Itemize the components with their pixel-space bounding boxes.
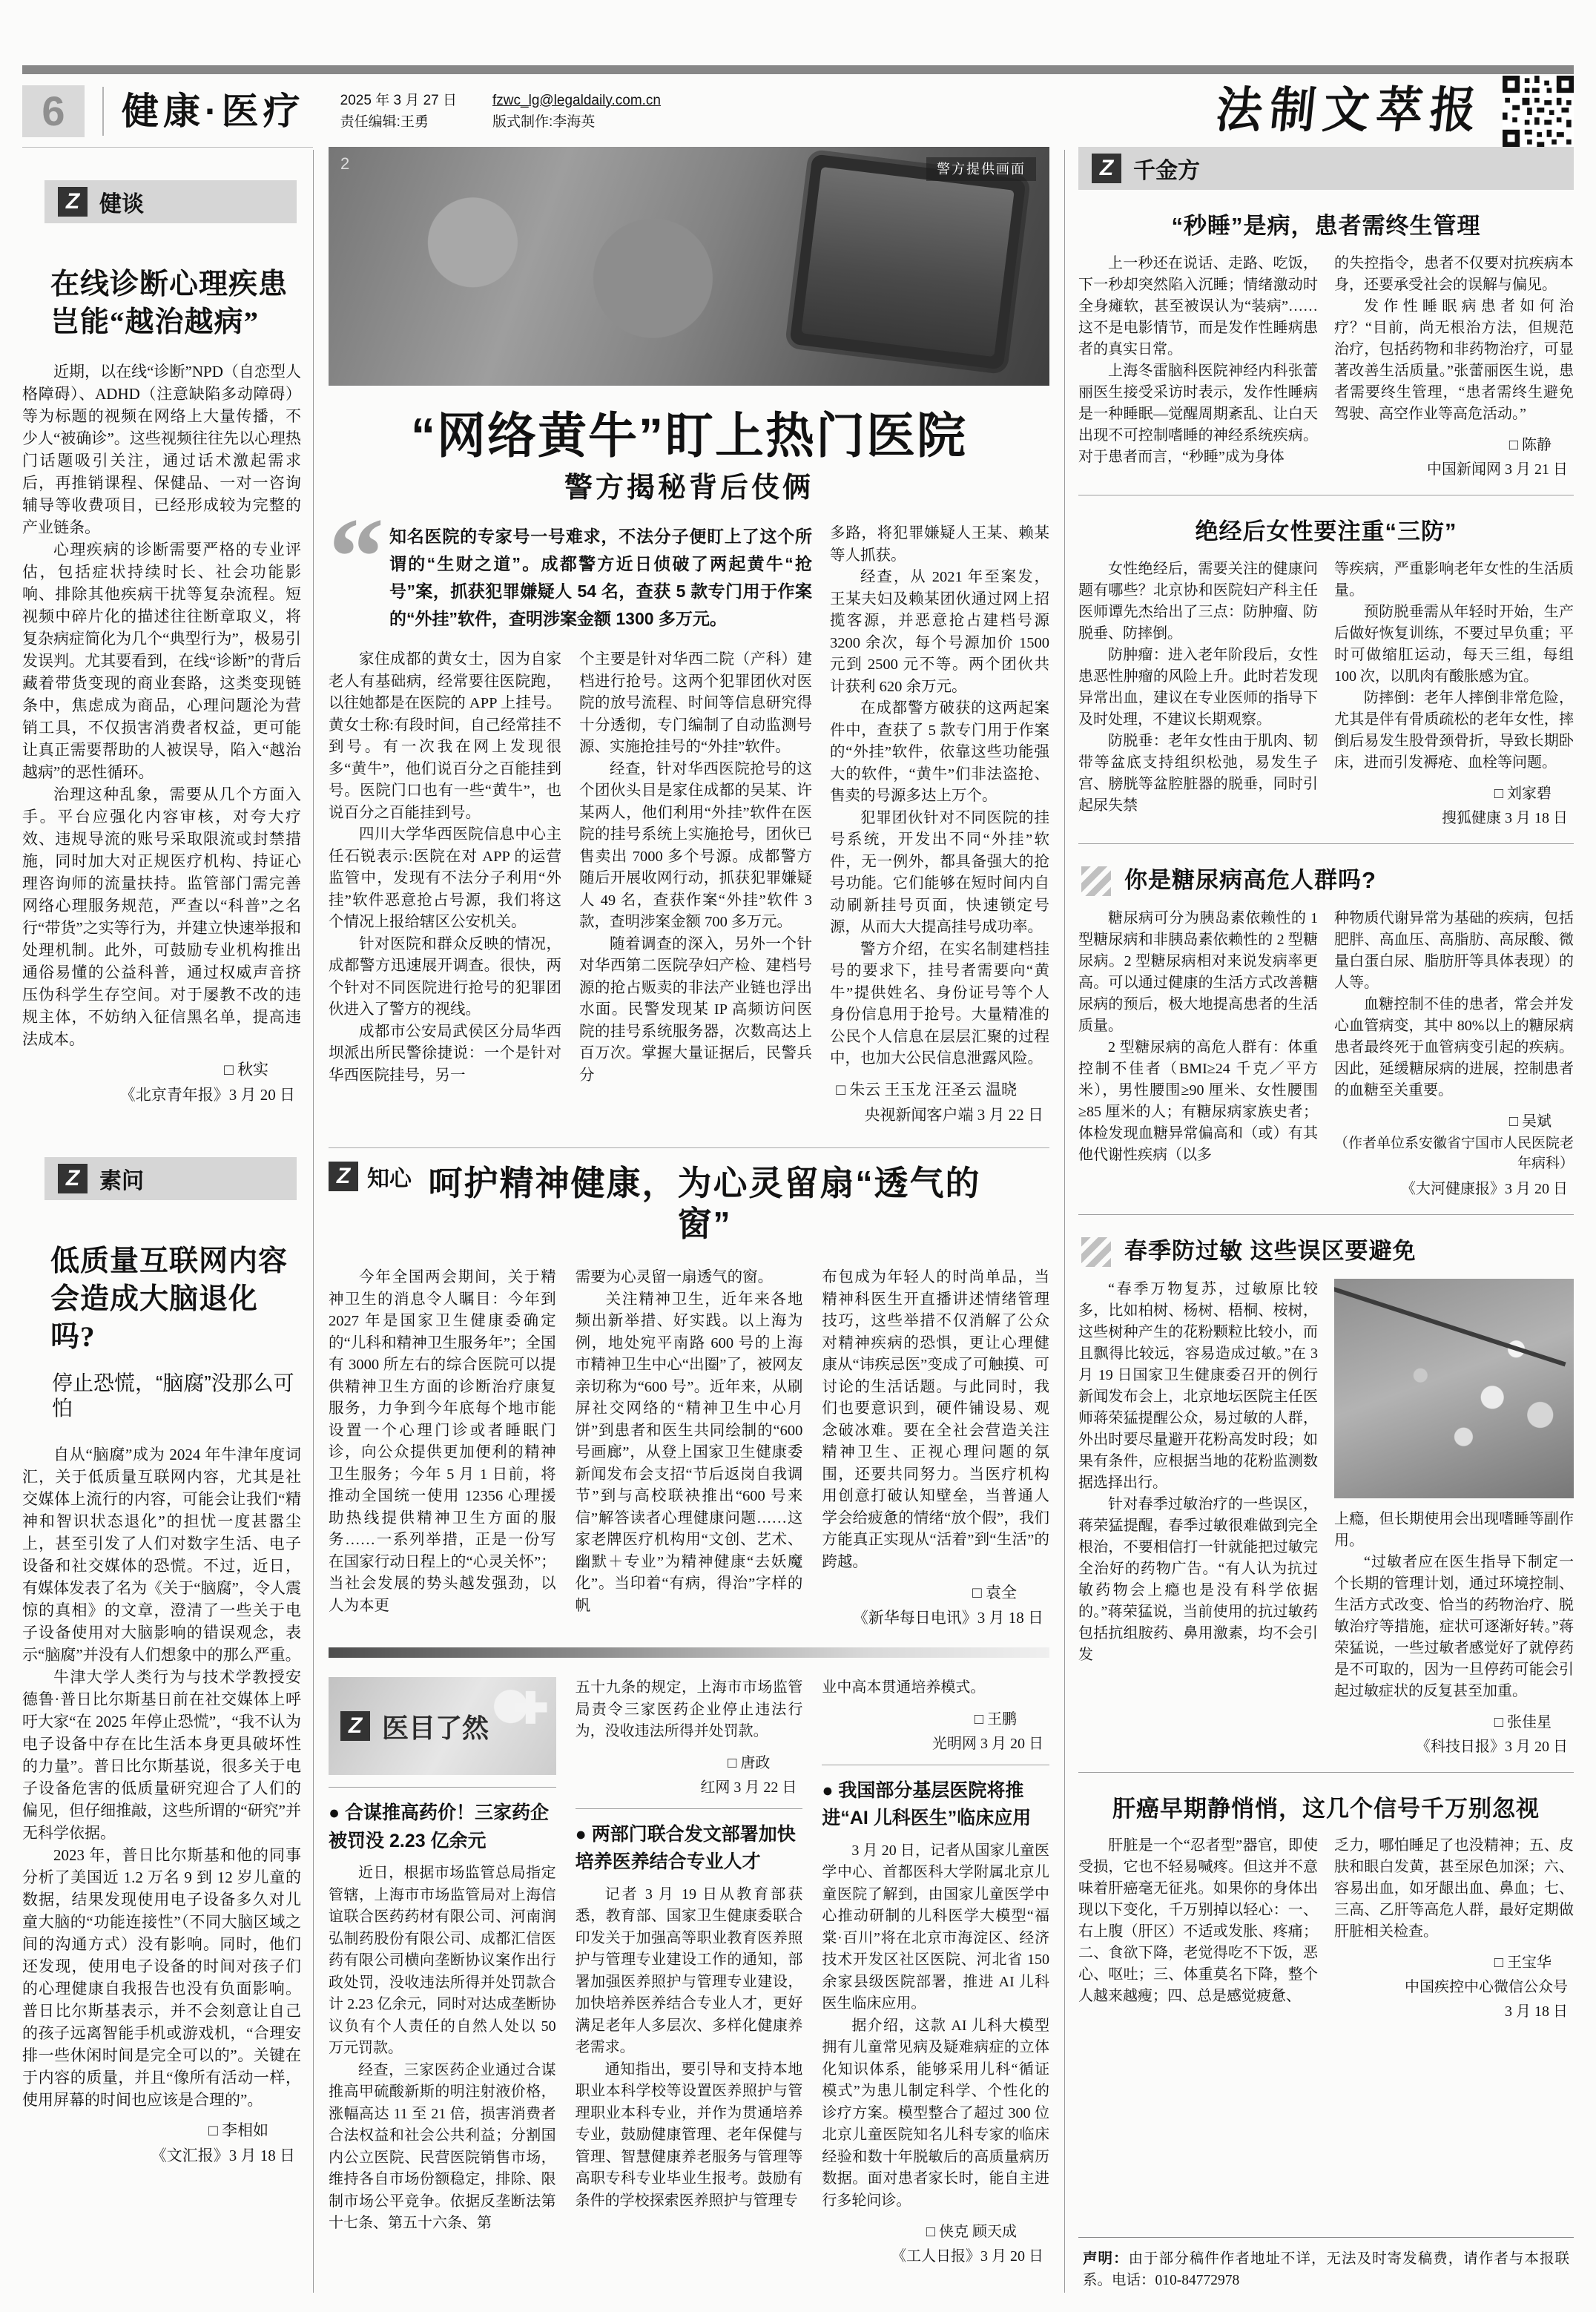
yimu-column-2 <box>576 1677 803 2265</box>
byline: □ 朱云 王玉龙 汪圣云 温晓 <box>836 1080 1017 1099</box>
paragraph: 上海冬雷脑科医院神经内科张蕾丽医生接受采访时表示，发作性睡病是一种睡眠—觉醒周期紊乱、让白天出现不可控制嗜睡的神经系统疾病。对于患者而言，“秒睡”成为身体 <box>1078 362 1318 465</box>
paragraph: 肝脏是一个“忍者型”器官，即使受损，它也不轻易喊疼。但这并不意味着肝癌毫无征兆。如果你的身体出现以下变化，千万别掉以轻心：一、右上腹（肝区）不适或发胀、疼痛；二、食欲下降，老觉得吃不下饭，恶心、呕吐；三、体重莫名下降，整个人越来越瘦；四、总是感觉疲惫、 <box>1078 1837 1318 2005</box>
paragraph: 自从“脑腐”成为 2024 年牛津年度词汇，关于低质量互联网内容，尤其是社交媒体上流行的内容，可能会让我们“精神和智识状态退化”的担忧一度甚嚣尘上，甚至引发了人们对数字生活、电子设备和社交媒体的恐慌。不过，近日，有媒体发表了名为《关于“脑腐”，令人震惊的真相》的文章，澄清了一些关于电子设备使用对大脑影响的错误观念，表示“脑腐”并没有人们想象中的那么严重。 <box>22 1445 301 1664</box>
paragraph: 上瘾，但长期使用会出现嗜睡等副作用。 <box>1334 1510 1574 1549</box>
article-title: 你是糖尿病高危人群吗? <box>1081 866 1574 896</box>
article-divider <box>1078 843 1574 844</box>
article-juejing <box>1078 500 1574 844</box>
z-logo-icon: Z <box>340 1711 370 1741</box>
lead-block <box>329 495 812 633</box>
news-brief-title: ● 我国部分基层医院将推进“AI 儿科医生”临床应用 <box>822 1765 1049 1833</box>
article-title: “秒睡”是病，患者需终生管理 <box>1171 213 1481 239</box>
phone-screen-overlay <box>789 154 1026 369</box>
article-body <box>22 1443 301 2111</box>
section-label-text: 千金方 <box>1133 159 1200 183</box>
paragraph: 等疾病，严重影响老年女性的生活质量。 <box>1334 560 1574 599</box>
paragraph: 个主要是针对华西二院（产科）建档进行抢号。这两个犯罪团伙对医院的放号流程、时间等信息研究得十分透彻，专门编制了自动监测号源、实施抢挂号的“外挂”软件。 <box>579 651 812 756</box>
z-logo-icon: Z <box>58 187 88 217</box>
source-credit: 《科技日报》3 月 20 日 <box>1416 1738 1568 1755</box>
paragraph: 在成都警方破获的这两起案件中，查获了 5 款专门用于作案的“外挂”软件，依靠这些功能强大的软件，“黄牛”们非法盗抢、售卖的号源多达上万个。 <box>830 700 1049 805</box>
news-brief-title: ● 合谋推高药价！三家药企被罚没 2.23 亿余元 <box>329 1787 556 1855</box>
paragraph: 近日，根据市场监管总局指定管辖，上海市市场监管局对上海信谊联合医药药材有限公司、河南润弘制药股份有限公司、成都汇信医药有限公司横向垄断协议案作出行政处罚，没收违法所得并处罚款合计 2.23 亿余元，同时对达成垄断协议负有个人责任的自然人处以 50 万元罚款。 <box>329 1865 556 2057</box>
main-column-1 <box>329 649 561 1087</box>
paragraph: 针对医院和群众反映的情况，成都警方迅速展开调查。很快，两个针对不同医院进行抢号的犯罪团伙进入了警方的视线。 <box>329 935 561 1018</box>
main-article-left <box>329 495 812 1125</box>
section-label-suwen <box>44 1157 297 1200</box>
lead-text: 知名医院的专家号一号难求，不法分子便盯上了这个所谓的“生财之道”。成都警方近日侦破了两起黄牛“抢号”案，抓获犯罪嫌疑人 54 名，查获 5 款专门用于作案的“外挂”软件，查明涉案金额 1300 多万元。 <box>389 527 812 629</box>
paragraph: 需要为心灵留一扇透气的窗。 <box>575 1269 774 1286</box>
source-credit: 红网 3 月 22 日 <box>700 1779 797 1796</box>
newspaper-masthead: 法制文萃报 <box>1213 84 1486 139</box>
article-column-2 <box>1334 1835 1574 2020</box>
article-column-1 <box>1078 1279 1318 1756</box>
source-credit: 《工人日报》3 月 20 日 <box>891 2248 1044 2265</box>
article-subtitle: 停止恐慌，“脑腐”没那么可怕 <box>52 1371 294 1420</box>
section-label-text: 医目了然 <box>382 1712 489 1743</box>
section-label-jiantan <box>44 180 297 223</box>
section-label-zhixin <box>329 1160 412 1193</box>
paragraph: 多路，将犯罪嫌疑人王某、赖某等人抓获。 <box>830 525 1049 564</box>
source-credit: 《新华每日电讯》3 月 18 日 <box>852 1609 1044 1627</box>
article-title: 肝癌早期静悄悄，这几个信号千万别忽视 <box>1112 1795 1540 1822</box>
article-column-2 <box>1334 559 1574 827</box>
quote-icon: “ <box>329 495 384 619</box>
page-header <box>22 77 1574 145</box>
article-column-1 <box>1078 559 1318 827</box>
article-columns <box>1078 908 1574 1198</box>
paragraph: 牛津大学人类行为与技术学教授安德鲁·普日比尔斯基日前在社交媒体上呼吁大家“在 2025 年停止恐慌”，“我不认为电子设备中存在比生活本身更具破坏性的力量”。普日比尔斯基说，很多关于电子设备危害的低质量研究迎合了人们的偏见，但仔细推敲，这些所谓的“研究”并无科学依据。 <box>22 1667 301 1842</box>
paragraph: 的失控指令，患者不仅要对抗疾病本身，还要承受社会的误解与偏见。 <box>1334 254 1574 293</box>
paragraph: 经查，针对华西医院抢号的这个团伙头目是家住成都的吴某、许某两人，他们利用“外挂”软件在医院的挂号系统上实施抢号，团伙已售卖出 7000 多个号源。成都警方随后开展收网行动，抓获犯罪嫌疑人 49 名，查获作案“外挂”软件 3 款，查明涉案金额 700 多万元。 <box>579 760 812 931</box>
contact-email[interactable]: fzwc_lg@legaldaily.com.cn <box>492 92 662 108</box>
declaration-label: 声明： <box>1083 2251 1129 2267</box>
paragraph: 预防脱垂需从年轻时开始，生产后做好恢复训练，不要过早负重；平时可做缩肛运动，每天三组，每组 100 次，以肌肉有酸胀感为宜。 <box>1334 603 1574 685</box>
photo-caption-chip: 警方提供画面 <box>926 157 1036 181</box>
source-credit: 《大河健康报》3 月 20 日 <box>1401 1180 1568 1197</box>
paragraph: 家住成都的黄女士，因为自家老人有基础病，经常要往医院跑，以往她都是在医院的 APP 上挂号。黄女士称:有段时间，自己经常挂不到号。有一次我在网上发现很多“黄牛”，他们说百分之百能挂到号。医院门口也有一些“黄牛”，也说百分之百能挂到号。 <box>329 651 561 821</box>
article-column-1 <box>1078 908 1318 1198</box>
paragraph: 种物质代谢异常为基础的疾病，包括肥胖、高血压、高脂肪、高尿酸、微量白蛋白尿、脂肪肝等具体表现）的人等。 <box>1334 909 1574 991</box>
main-column-3-text <box>830 523 1049 1070</box>
byline: □ 唐政 <box>728 1754 771 1771</box>
article-tangniaobing <box>1078 849 1574 1215</box>
slash-decoration-icon <box>1081 1237 1111 1267</box>
paragraph: 女性绝经后，需要关注的健康问题有哪些？北京协和医院妇产科主任医师谭先杰给出了三点：防肿瘤、防脱垂、防摔倒。 <box>1078 560 1318 642</box>
source-credit: 《北京青年报》3 月 20 日 <box>119 1086 295 1104</box>
publish-date: 2025 年 3 月 27 日 <box>340 92 458 108</box>
main-subheadline: 警方揭秘背后伎俩 <box>564 472 814 504</box>
top-rule <box>22 65 1574 74</box>
header-divider <box>102 87 104 136</box>
section-label-text: 素问 <box>99 1169 144 1194</box>
article-columns <box>1078 1835 1574 2020</box>
paragraph: 发作性睡眠病患者如何治疗？“目前，尚无根治方法，但规范治疗，包括药物和非药物治疗，可显著改善生活质量。”张蕾丽医生说，患者需要终生管理，“患者需终生避免驾驶、高空作业等高危活动。” <box>1334 297 1574 422</box>
byline: □ 侠克 顾天成 <box>926 2224 1018 2241</box>
main-column-2 <box>579 649 812 1087</box>
byline: □ 李相如 <box>208 2121 268 2139</box>
paragraph: 针对春季过敏治疗的一些误区，蒋荣猛提醒，春季过敏很难做到完全根治，不要相信打一针就能把过敏完全治好的药物广告。“有人认为抗过敏药物会上瘾也是没有科学依据的。”蒋荣猛说，当前使用的抗过敏药包括抗组胺药、鼻用激素，均不会引发 <box>1078 1495 1318 1663</box>
paragraph: 记者 3 月 19 日从教育部获悉，教育部、国家卫生健康委联合印发关于加强高等职业教育医养照护与管理专业建设工作的通知，部署加强医养照护与管理专业建设，加快培养医养结合专业人才，更好满足老年人多层次、多样化健康养老需求。 <box>575 1886 803 2056</box>
content-columns <box>22 147 1574 2296</box>
byline: □ 王鹏 <box>974 1710 1018 1728</box>
zhixin-headline: 呵护精神健康，为心灵留扇“透气的窗” <box>428 1163 981 1244</box>
byline: □ 张佳星 <box>1494 1713 1552 1730</box>
paragraph: 成都市公安局武侯区分局华西坝派出所民警徐捷说：一个是针对华西医院挂号，另一 <box>329 1023 561 1084</box>
source-credit: 央视新闻客户端 3 月 22 日 <box>864 1105 1043 1124</box>
zhixin-column-2 <box>576 1267 803 1628</box>
phone-screen <box>801 167 1015 357</box>
paragraph: 经查，三家医药企业通过合谋推高甲硫酸新斯的明注射液价格，涨幅高达 11 至 21 倍，损害消费者合法权益和社会公共利益；分割国内公立医院、民营医院销售市场，维持各自市场份额稳定，排除、限制市场公平竞争。依据反垄断法第十七条、第五十六条、第 <box>329 2061 556 2232</box>
article-column-2 <box>1334 1279 1574 1756</box>
paragraph: 血糖控制不佳的患者，常会并发心血管病变，其中 80%以上的糖尿病患者最终死于血管病变引起的疾病。因此，延缓糖尿病的进展，控制患者的血糖至关重要。 <box>1334 995 1574 1099</box>
article-column-2 <box>1334 908 1574 1198</box>
yimu-section <box>329 1677 1049 2265</box>
source-credit: 搜狐健康 3 月 18 日 <box>1442 809 1568 826</box>
section-label-yimu <box>329 1677 556 1775</box>
article-column-2-text <box>1334 559 1574 774</box>
byline: □ 王宝华 <box>1494 1954 1552 1972</box>
zhixin-column-1 <box>329 1267 556 1628</box>
main-article-body <box>329 495 1049 1125</box>
main-two-columns <box>329 649 812 1087</box>
paragraph: 乏力，哪怕睡足了也没精神；五、皮肤和眼白发黄，甚至尿色加深；六、容易出血，如牙龈出血、鼻血；七、三高、乙肝等高危人群，最好定期做肝脏相关检查。 <box>1334 1837 1574 1940</box>
article-title: 春季防过敏 这些误区要避免 <box>1081 1237 1574 1267</box>
page-number: 6 <box>22 85 85 137</box>
paragraph: 警方介绍，在实名制建档挂号的要求下，挂号者需要向“黄牛”提供姓名、身份证号等个人身份信息用于抢号。大量精准的公民个人信息在层层汇聚的过程中，也加大公民信息泄露风险。 <box>830 941 1049 1067</box>
article-miaoshui <box>1078 194 1574 495</box>
article-columns <box>1078 1279 1574 1756</box>
article-title: 在线诊断心理疾患 岂能“越治越病” <box>50 269 288 338</box>
z-logo-icon: Z <box>1092 154 1121 183</box>
zhixin-column-3-text <box>822 1267 1049 1573</box>
z-logo-icon: Z <box>329 1162 358 1191</box>
source-credit: 《文汇报》3 月 18 日 <box>151 2146 295 2164</box>
news-brief-title: ● 两部门联合发文部署加快培养医养结合专业人才 <box>576 1808 803 1877</box>
paragraph: “过敏者应在医生指导下制定一个长期的管理计划，通过环境控制、生活方式改变、恰当的药物治疗、脱敏治疗等措施，症状可逐渐好转。”蒋荣猛说，一些过敏者感觉好了就停药是不可取的，因为一旦停药可能会引起过敏症状的反复甚至加重。 <box>1334 1553 1574 1699</box>
date-editor-block <box>340 90 457 134</box>
paragraph: 随着调查的深入，另外一个针对华西第二医院孕妇产检、建档号源的抢占贩卖的非法产业链也浮出水面。民警发现某 IP 高频访问医院的挂号系统服务器，次数高达上百万次。掌握大量证据后，民警兵分 <box>579 935 812 1084</box>
article-divider <box>1078 1772 1574 1773</box>
continued-text: 五十九条的规定，上海市市场监管局责令三家医药企业停止违法行为，没收违法所得并处罚款。 <box>575 1679 803 1740</box>
zhixin-header <box>329 1160 1049 1245</box>
article-column-2-text <box>1334 253 1574 425</box>
paragraph: 关注精神卫生，近年来各地频出新举措、好实践。以上海为例，地处宛平南路 600 号的上海市精神卫生中心“出圈”了，被网友亲切称为“600 号”。近年来，从刷屏社交网络的“精神卫生中心月饼”到患者和医生共同绘制的“600 号画廊”，从登上国家卫生健康委新闻发布会支招“节后返岗自我调节”到与高校联袂推出“600 号来信”解答读者心理健康问题……这家老牌医疗机构用“文创、艺术、幽默＋专业”为精神健康“去妖魔化”。当印着“有病，得治”字样的帆 <box>575 1291 803 1614</box>
article-guomin <box>1078 1219 1574 1773</box>
paragraph: 防摔倒：老年人摔倒非常危险，尤其是伴有骨质疏松的老年女性，摔倒后易发生股骨颈骨折，导致长期卧床，进而引发褥疮、血栓等问题。 <box>1334 689 1574 771</box>
paragraph: 心理疾病的诊断需要严格的专业评估，包括症状持续时长、社会功能影响、排除其他疾病干扰等复杂流程。短视频中碎片化的描述往往断章取义，将复杂病症简化为几个“典型行为”，极易引发误判。尤其要看到，在线“诊断”的背后藏着带货变现的商业套路，这类变现链条中，焦虑成为商品，心理问题沦为营销工具，不仅损害消费者权益，更可能让真正需要帮助的人被误导，陷入“越治越病”的恶性循环。 <box>22 541 301 782</box>
paragraph: 糖尿病可分为胰岛素依赖性的 1 型糖尿病和非胰岛素依赖性的 2 型糖尿病。2 型糖尿病相对来说发病率更高。可以通过健康的生活方式改善糖尿病的预后，极大地提高患者的生活质量。 <box>1078 909 1318 1034</box>
paragraph: 防肿瘤：进入老年阶段后，女性患恶性肿瘤的风险上升。此时若发现异常出血，建议在专业医师的指导下及时处理，不建议长期观察。 <box>1078 646 1318 728</box>
yimu-column-1 <box>329 1677 556 2265</box>
section-label-text: 知心 <box>367 1166 412 1191</box>
article-column-2-text <box>1334 1835 1574 1943</box>
byline: □ 陈静 <box>1508 436 1552 453</box>
paragraph: 今年全国两会期间，关于精神卫生的消息令人瞩目：今年到 2027 年是国家卫生健康委确定的“儿科和精神卫生服务年”；全国有 3000 所左右的综合医院可以提供精神卫生方面的诊断治疗康复服务，力争到今年底每个地市能设置一个心理门诊或者睡眠门诊，向公众提供更加便利的精神卫生服务；今年 5 月 1 日前，将推动全国统一使用 12356 心理援助热线提供精神卫生方面的服务……一系列举措，正是一份写在国家行动日程上的“心灵关怀”；当社会发展的势头越发强劲，以人为本更 <box>329 1269 556 1614</box>
article-column-1 <box>1078 253 1318 478</box>
article-columns <box>1078 559 1574 827</box>
yimu-column-3 <box>822 1677 1049 2265</box>
photo-number: 2 <box>340 154 350 173</box>
article-divider <box>1078 1214 1574 1215</box>
paragraph: 据介绍，这款 AI 儿科大模型拥有儿童常见病及疑难病症的立体化知识体系，能够采用儿科“循证模式”为患儿制定科学、个性化的诊疗方案。模型整合了超过 300 位北京儿童医院知名儿科专家的临床经验和数十年脱敏后的高质量病历数据。面对患者家长时，能自主进行多轮问诊。 <box>822 2017 1050 2209</box>
paragraph: 上一秒还在说话、走路、吃饭，下一秒却突然陷入沉睡；情绪激动时全身瘫软，甚至被误认为“装病”……这不是电影情节，而是发作性睡病患者的真实日常。 <box>1078 254 1318 358</box>
author-affiliation-note: （作者单位系安徽省宁国市人民医院老年病科） <box>1334 1135 1574 1171</box>
paragraph: 近期，以在线“诊断”NPD（自恋型人格障碍）、ADHD（注意缺陷多动障碍）等为标题的视频在网络上大量传播，不少人“被确诊”。这些视频往往先以心理热门话题吸引关注，通过话术激起需求后，再推销课程、保健品、一对一咨询辅导等收费项目，已经形成较为完整的产业链条。 <box>22 363 301 537</box>
article-title: 绝经后女性要注重“三防” <box>1195 518 1457 544</box>
paragraph: 布包成为年轻人的时尚单品，当精神科医生开直播讲述情绪管理技巧，这些举措不仅消解了公众对精神疾病的恐惧，更让心理健康从“讳疾忌医”变成了可触摸、可讨论的生活话题。与此同时，我们也要意识到，硬件铺设易、观念破冰难。要在全社会营造关注精神卫生、正视心理问题的氛围，还要共同努力。当医疗机构用创意打破认知壁垒，当普通人学会给疲惫的情绪“放个假”，我们方能真正实现从“活着”到“生活”的跨越。 <box>822 1269 1050 1570</box>
news-brief-body <box>576 1884 803 2213</box>
byline: □ 吴斌 <box>1508 1113 1552 1130</box>
source-credit: 中国疾控中心微信公众号 <box>1405 1979 1568 1996</box>
article-column-2-text <box>1334 908 1574 1101</box>
paragraph: “春季万物复苏，过敏原比较多，比如柏树、杨树、梧桐、桉树，这些树种产生的花粉颗粒比较小，而且飘得比较远，容易造成过敏。”在 3 月 19 日国家卫生健康委召开的例行新闻发布会上，北京地坛医院主任医师蒋荣猛提醒公众，易过敏的人群，外出时要尽量避开花粉高发时段；如果有条件，应根据当地的花粉监测数据选择出行。 <box>1078 1280 1318 1491</box>
continued-text: 业中高本贯通培养模式。 <box>822 1679 986 1696</box>
paragraph: 3 月 20 日，记者从国家儿童医学中心、首都医科大学附属北京儿童医院了解到，由国家儿童医学中心推动研制的儿科医学大模型“福棠·百川”将在北京市海淀区、经济技术开发区社区医院、河北省 150 余家县级医院部署，推进 AI 儿科医生临床应用。 <box>822 1842 1050 2012</box>
news-brief-body <box>822 1840 1049 2213</box>
paragraph: 2023 年，普日比尔斯基和他的同事分析了美国近 1.2 万名 9 到 12 岁儿童的数据，结果发现使用电子设备多久对儿童大脑的“功能连接性”（不同大脑区域之间的沟通方式）没有影响。同时，他们还发现，使用电子设备的时间对孩子们的心理健康自我报告也没有负面影响。普日比尔斯基表示，并不会刻意让自己的孩子远离智能手机或游戏机，“合理安排一些休闲时间是完全可以的”。关键在于内容的质量，并且“像所有活动一样，使用屏幕的时间也应该是合理的”。 <box>22 1845 301 2109</box>
medical-cross-icon: ✚ <box>512 1684 549 1733</box>
paragraph: 犯罪团伙针对不同医院的挂号系统，开发出不同“外挂”软件，无一例外，都具备强大的抢号功能。它们能够在短时间内自动刷新挂号页面，快速锁定号源，从而大大提高挂号成功率。 <box>830 809 1049 936</box>
zhixin-columns <box>329 1267 1049 1628</box>
news-brief-body <box>329 1863 556 2235</box>
article-column-1 <box>1078 1835 1318 2020</box>
typesetting-credit: 版式制作:李海英 <box>492 114 596 130</box>
paragraph: 经查，从 2021 年至案发，王某夫妇及赖某团伙通过网上招揽客源，并恶意抢占建档号源 3200 余次，每个号源加价 1500 元到 2500 元不等。两个团伙共计获利 620 余万元。 <box>830 569 1049 695</box>
paragraph: 四川大学华西医院信息中心主任石锐表示:医院在对 APP 的运营监管中，发现有不法分子利用“外挂”软件恶意抢占号源，我们将这个情况上报给辖区公安机关。 <box>329 826 561 931</box>
article-title: 低质量互联网内容 会造成大脑退化吗? <box>50 1245 288 1353</box>
main-column-3 <box>830 523 1049 1125</box>
paragraph: 通知指出，要引导和支持本地职业本科学校等设置医养照护与管理职业本科专业，并作为贯通培养专业，鼓励健康管理、老年保健与管理、智慧健康养老服务与管理等高职专科专业毕业生报考。鼓励有条件的学校探索医养照护与管理专 <box>575 2061 803 2209</box>
gradient-divider <box>329 1647 1049 1658</box>
editor-credit: 责任编辑:王勇 <box>340 114 429 130</box>
article-body <box>22 360 301 1050</box>
byline: □ 刘家碧 <box>1494 785 1552 802</box>
z-logo-icon: Z <box>58 1164 88 1193</box>
right-column <box>1065 147 1574 2296</box>
article-column-2-text <box>1334 1509 1574 1702</box>
byline: □ 秋实 <box>224 1061 268 1079</box>
declaration-text: 由于部分稿件作者地址不详，无法及时寄发稿费，请作者与本报联系。电话：010-84772978 <box>1083 2251 1569 2288</box>
main-headline: “网络黄牛”盯上热门医院 <box>411 408 967 463</box>
article-column-2 <box>1334 253 1574 478</box>
zhixin-column-3 <box>822 1267 1049 1628</box>
source-date: 3 月 18 日 <box>1505 2003 1568 2020</box>
paragraph: 2 型糖尿病的高危人群有：体重控制不佳者（BMI≥24 千克／平方米），男性腰围≥90 厘米、女性腰围≥85 厘米的人；有糖尿病家族史者；体检发现血糖异常偏高和（或）有其他代谢性疾病（以多 <box>1078 1038 1318 1163</box>
contact-block <box>492 90 661 134</box>
center-column <box>314 147 1064 2296</box>
byline: □ 袁全 <box>972 1584 1018 1602</box>
source-credit: 光明网 3 月 20 日 <box>932 1735 1044 1752</box>
hospital-scene-photo <box>329 147 1049 386</box>
slash-decoration-icon <box>1081 866 1111 896</box>
section-label-qianjinfang <box>1078 147 1574 190</box>
source-credit: 中国新闻网 3 月 21 日 <box>1427 461 1568 478</box>
paragraph: 治理这种乱象，需要从几个方面入手。平台应强化内容审核，对夸大疗效、违规导流的账号采取限流或封禁措施，同时加大对正规医疗机构、持证心理咨询师的流量扶持。监管部门需完善网络心理服务规范，严查以“科普”之名行“带货”之实等行为，并建立快速举报和处理机制。此外，可鼓励专业机构推出通俗易懂的公益科普，通过权威声音挤压伪科学生存空间。对于屡教不改的违规主体，不妨纳入征信黑名单，提高违法成本。 <box>22 786 301 1049</box>
left-column <box>22 147 313 2296</box>
article-ganai <box>1078 1777 1574 2021</box>
spring-blossom-photo <box>1334 1279 1574 1498</box>
zhixin-section <box>329 1147 1049 1628</box>
paragraph: 防脱垂：老年女性由于肌肉、韧带等盆底支持组织松弛，易发生子宫、膀胱等盆腔脏器的脱垂，同时引起尿失禁 <box>1078 732 1318 814</box>
article-columns <box>1078 253 1574 478</box>
qr-code-icon <box>1503 76 1574 147</box>
publisher-declaration <box>1078 2237 1574 2296</box>
section-label-text: 健谈 <box>99 192 144 217</box>
section-title: 健康·医疗 <box>122 90 305 132</box>
